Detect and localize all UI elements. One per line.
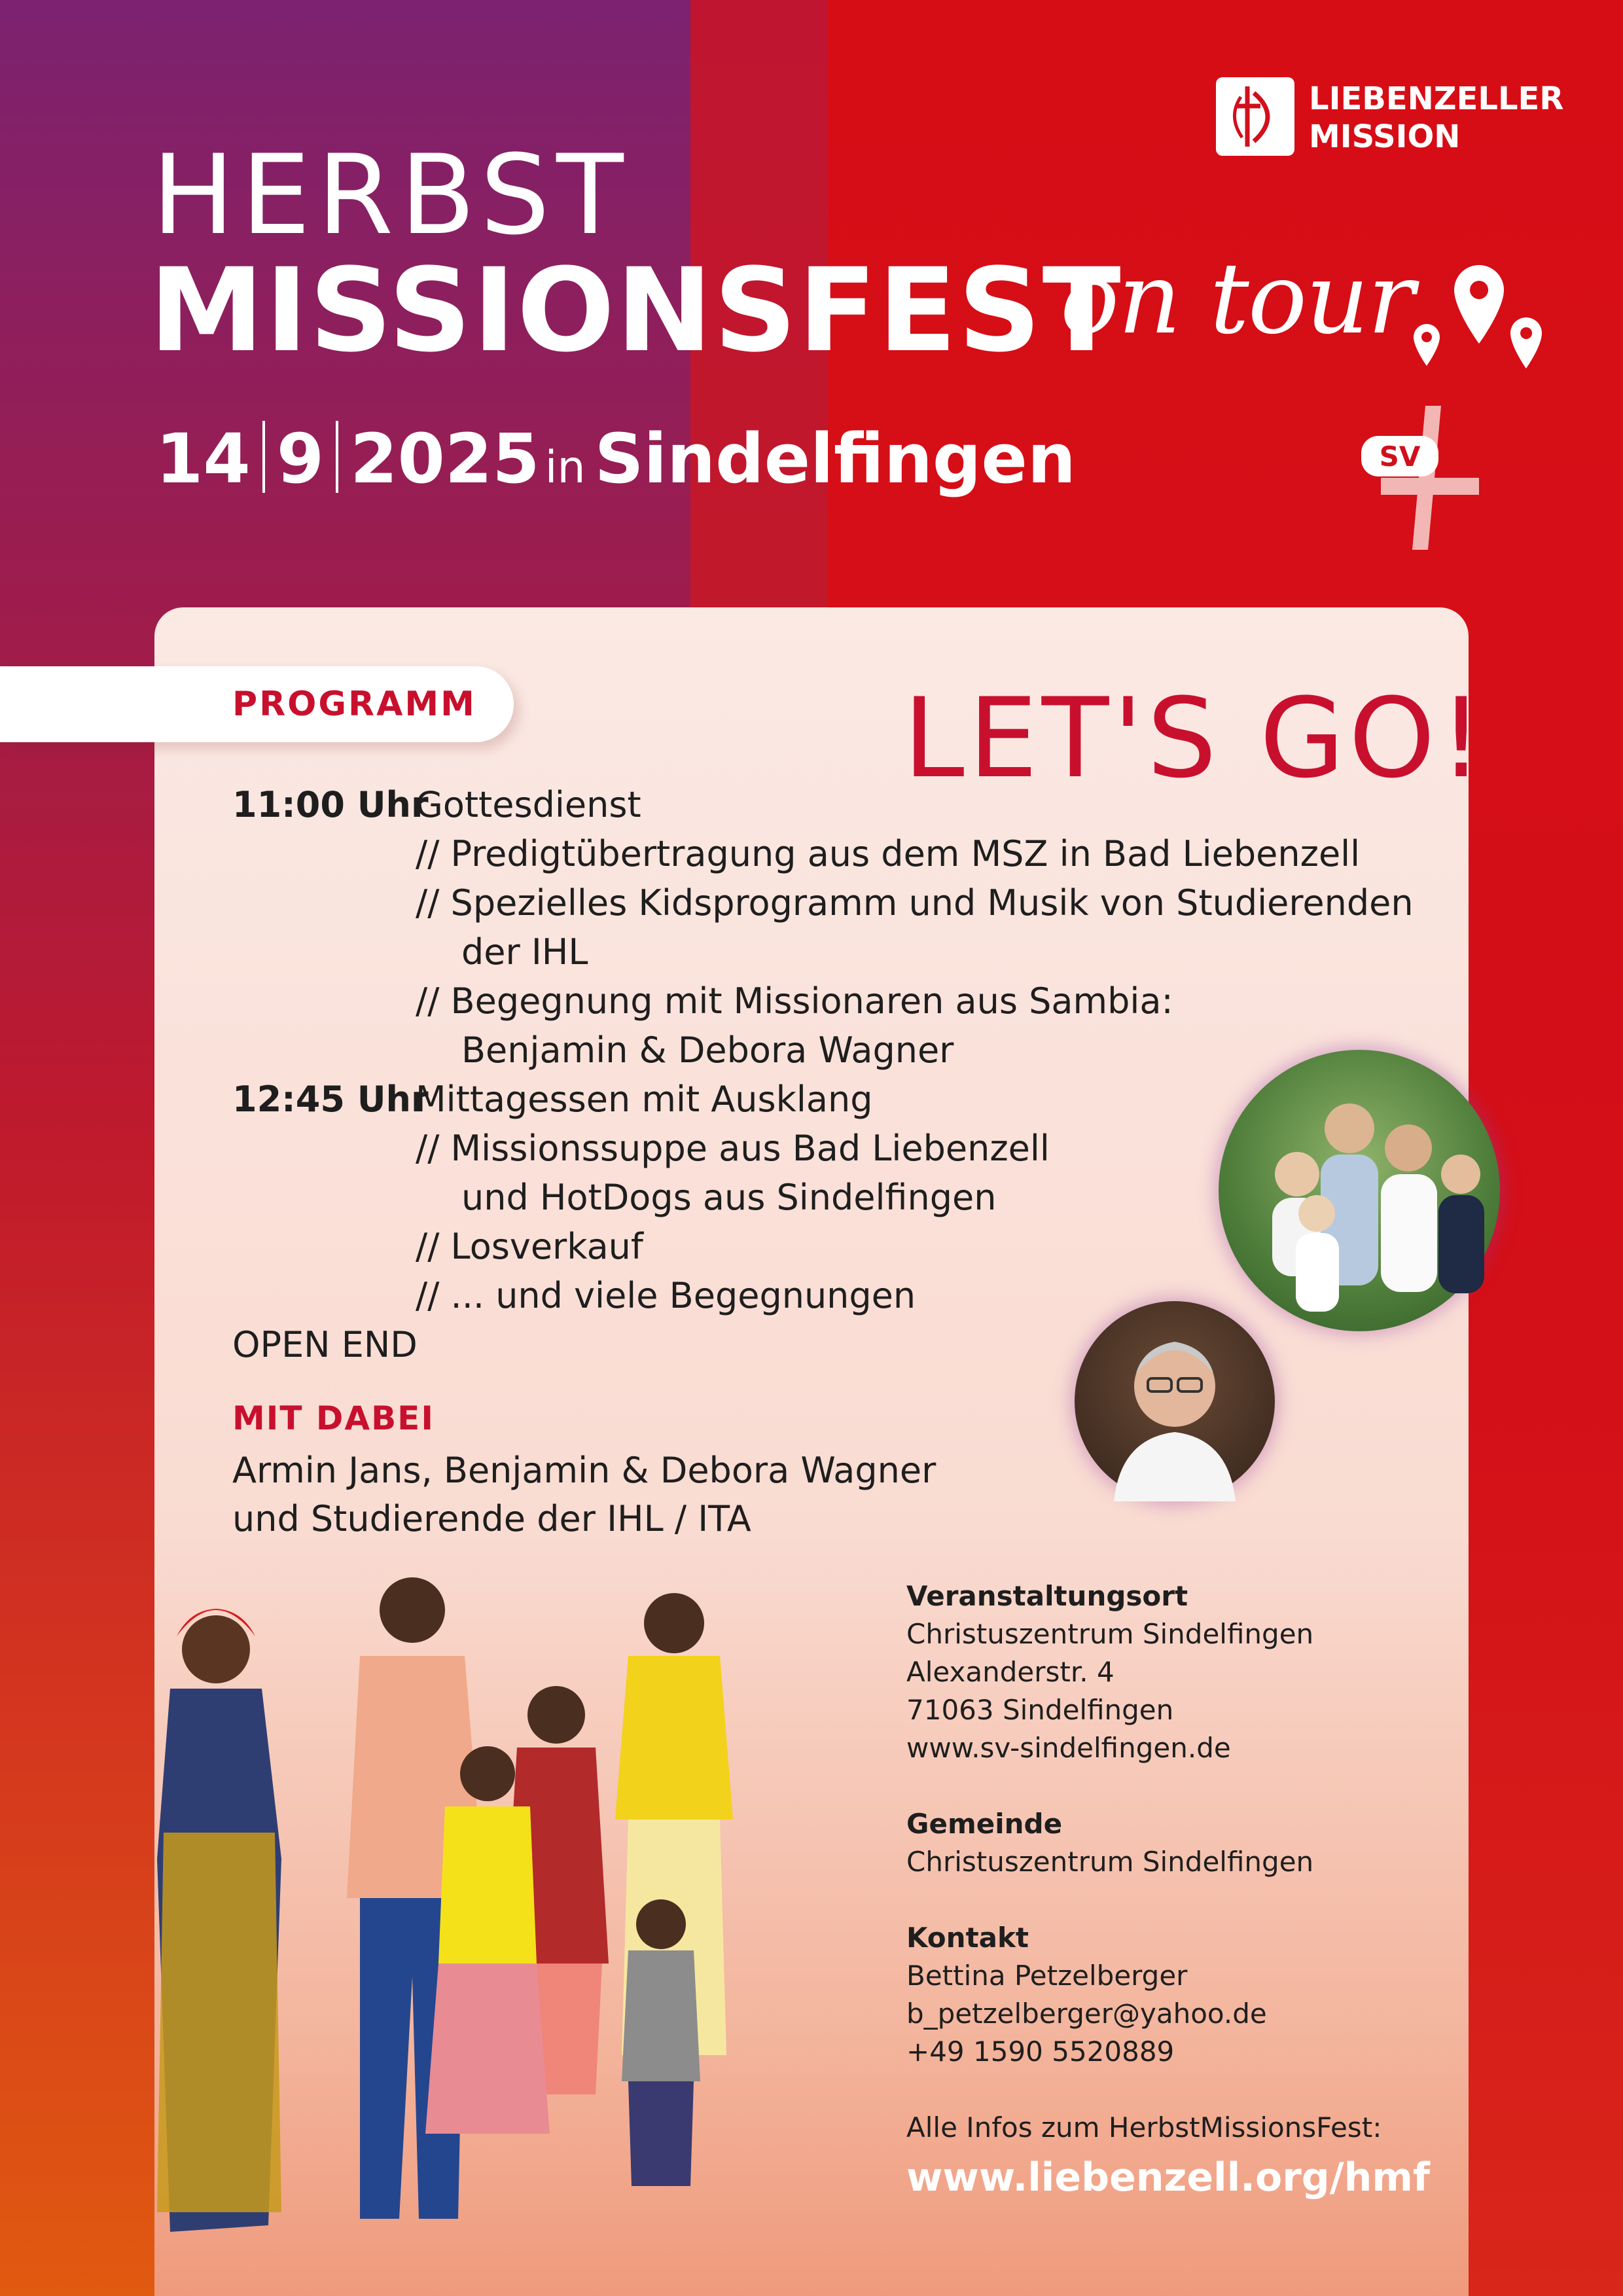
mit-dabei-heading: MIT DABEI <box>232 1399 435 1437</box>
logo-line-2: MISSION <box>1309 118 1461 155</box>
date-day: 14 <box>156 419 251 499</box>
venue-website: www.sv-sindelfingen.de <box>906 1732 1231 1764</box>
contact-phone: +49 1590 5520889 <box>906 2036 1175 2068</box>
schedule-line: // Missionssuppe aus Bad Liebenzell <box>416 1128 1050 1169</box>
info-text: Alle Infos zum HerbstMissionsFest: <box>906 2111 1382 2144</box>
event-city: Sindelfingen <box>594 419 1076 499</box>
venue-name: Christuszentrum Sindelfingen <box>906 1618 1314 1650</box>
venue-heading: Veranstaltungsort <box>906 1580 1188 1612</box>
schedule-time: 12:45 Uhr <box>232 1079 429 1120</box>
contact-heading: Kontakt <box>906 1922 1029 1954</box>
liebenzeller-mission-logo <box>1216 77 1582 162</box>
location-pins-icon <box>1407 252 1551 383</box>
event-info <box>906 1577 1382 2147</box>
contact-name: Bettina Petzelberger <box>906 1960 1188 1992</box>
logo-cross-icon <box>1216 77 1294 156</box>
date-month: 9 <box>276 419 325 499</box>
program-label: PROGRAMM <box>232 685 476 724</box>
logo-text <box>1309 80 1563 156</box>
schedule-line: und HotDogs aus Sindelfingen <box>461 1177 997 1218</box>
venue-zip-city: 71063 Sindelfingen <box>906 1694 1174 1726</box>
schedule-title: Mittagessen mit Ausklang <box>416 1079 873 1120</box>
schedule-line: // ... und viele Begegnungen <box>416 1275 916 1316</box>
schedule-line: // Begegnung mit Missionaren aus Sambia: <box>416 980 1173 1022</box>
title-herbst: HERBST <box>152 131 630 259</box>
lets-go-text: LET'S GO! <box>903 674 1488 802</box>
mit-dabei-line-1: Armin Jans, Benjamin & Debora Wagner <box>232 1450 936 1491</box>
family-photo <box>1219 1050 1500 1331</box>
schedule-line: Benjamin & Debora Wagner <box>461 1030 954 1071</box>
event-date-location <box>156 419 1076 499</box>
event-url: www.liebenzell.org/hmf <box>906 2155 1430 2200</box>
schedule-title: Gottesdienst <box>416 784 641 825</box>
venue-street: Alexanderstr. 4 <box>906 1656 1115 1688</box>
schedule-line: der IHL <box>461 931 588 973</box>
congregation-name: Christuszentrum Sindelfingen <box>906 1846 1314 1878</box>
schedule-line: // Losverkauf <box>416 1226 643 1267</box>
sv-badge-text: SV <box>1379 440 1421 473</box>
title-missionsfest: MISSIONSFEST <box>149 243 1122 378</box>
tagline-on-tour: on tour <box>1060 242 1414 356</box>
contact-email: b_petzelberger@yahoo.de <box>906 1998 1267 2030</box>
speaker-photo <box>1075 1301 1275 1501</box>
date-year: 2025 <box>350 419 540 499</box>
date-in: in <box>544 442 586 493</box>
schedule-line: // Spezielles Kidsprogramm und Musik von Studierenden <box>416 882 1414 924</box>
mit-dabei-text <box>232 1446 936 1543</box>
congregation-heading: Gemeinde <box>906 1808 1063 1840</box>
schedule-item-1 <box>232 780 1414 829</box>
schedule-time: 11:00 Uhr <box>232 784 429 825</box>
open-end: OPEN END <box>232 1324 418 1365</box>
schedule-line: // Predigtübertragung aus dem MSZ in Bad Liebenzell <box>416 833 1361 874</box>
people-walking-photo <box>131 1558 785 2265</box>
lets-go-headline <box>903 661 1488 802</box>
logo-line-1: LIEBENZELLER <box>1309 81 1564 117</box>
sv-sindelfingen-logo <box>1355 399 1486 556</box>
mit-dabei-line-2: und Studierende der IHL / ITA <box>232 1498 751 1539</box>
